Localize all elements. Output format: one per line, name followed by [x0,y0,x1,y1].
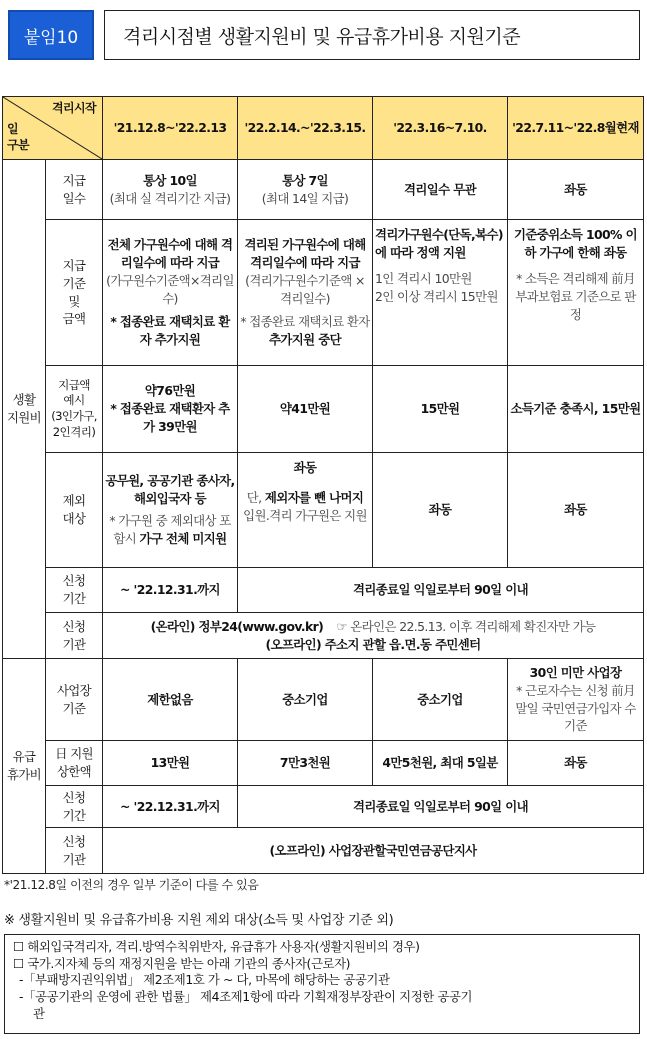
criteria-c1-formula: (가구원수기준액×격리일수) [106,272,234,306]
criteria-c3-note1: 1인 격리시 10만원 [375,270,472,286]
period-header-1: '21.12.8~'22.2.13 [103,97,238,160]
row-living-apply-period [3,568,644,613]
exclusion-line-1: ☐ 해외입국격리자, 격리.방역수칙위반자, 유급휴가 사용자(생활지원비의 경우) [13,939,420,954]
exclusion-c1 [103,453,238,568]
example-c1-main: 약76만원 [144,383,196,399]
apply-org-online-note: ☞ 온라인은 22.5.13. 이후 격리해제 확진자만 가능 [336,618,596,634]
exclusion-box [4,934,640,1034]
exclusion-c2-note-a: 단, [246,489,262,505]
row-living-apply-org [3,613,644,659]
apply-org-offline: (오프라인) 주소지 관할 읍.면.동 주민센터 [265,636,481,652]
category-living-support [3,160,46,659]
biz-c4 [508,659,644,741]
exclusion-c3: 좌동 [373,453,508,568]
exclusion-c2-note-c: 입원.격리 가구원은 지원 [243,507,367,523]
sub-label-biz: 사업장 기준 [46,659,103,741]
row-paid-apply-period [3,786,644,828]
sub-label-apply-org: 신청 기관 [46,613,103,659]
row-paid-apply-org [3,828,644,874]
days-c1 [103,160,238,220]
exclusion-line-3: -「부패방지권익위법」 제2조제1호 가 ~ 다, 마목에 해당하는 공공기관 [19,972,390,988]
limit-c3: 4만5천원, 최대 5일분 [373,741,508,786]
row-example [3,366,644,453]
exclusion-c1-note [105,512,235,548]
criteria-c1-note: * 접종완료 재택치료 환자 추가지원 [110,314,230,348]
example-c2: 약41만원 [238,366,373,453]
paid-apply-period-c1: ~ '22.12.31.까지 [103,786,238,828]
corner-cell [3,97,103,160]
sub-label-paid-apply-period: 신청 기간 [46,786,103,828]
paid-apply-org: (오프라인) 사업장관할국민연금공단지사 [103,828,644,874]
exclusion-c2-note-b: 제외자를 뺀 나머지 [264,489,364,505]
sub-label-limit: 日 지원 상한액 [46,741,103,786]
exclusion-c4: 좌동 [508,453,644,568]
exclusion-line-4: -「공공기관의 운영에 관한 법률」 제4조제1항에 따라 기획재정부장관이 지정한 공공기 [19,989,473,1005]
exclusion-c2-main: 좌동 [293,460,317,475]
sub-label-paid-apply-org: 신청 기관 [46,828,103,874]
sub-label-exclusion: 제외 대상 [46,453,103,568]
living-apply-org [103,613,644,659]
limit-c2: 7만3천원 [238,741,373,786]
sub-label-apply-period: 신청 기간 [46,568,103,613]
row-criteria [3,220,644,366]
biz-c4-note: * 근로자수는 신청 前月 말일 국민연금가입자 수 기준 [515,682,636,734]
exclusion-title: ※ 생활지원비 및 유급휴가비용 지원 제외 대상(소득 및 사업장 기준 외) [4,913,394,928]
example-c1-note: * 접종완료 재택환자 추가 39만원 [110,401,230,434]
exclusion-c1-note-b: 가구 전체 미지원 [139,530,227,546]
criteria-c2-note-b: 추가지원 중단 [269,332,341,348]
criteria-c2-note-a: * 접종완료 재택치료 환자 [240,314,370,330]
criteria-c4 [508,220,644,366]
biz-c1: 제한없음 [103,659,238,741]
category-paid-label2: 휴가비 [6,767,42,782]
example-c1 [103,366,238,453]
document-title: 격리시점별 생활지원비 및 유급휴가비용 지원기준 [104,10,640,60]
paid-apply-period-rest: 격리종료일 익일로부터 90일 이내 [238,786,644,828]
biz-c3: 중소기업 [373,659,508,741]
criteria-c2-formula: (격리가구원수기준액 ×격리일수) [245,272,365,306]
living-apply-period-c1: ~ '22.12.31.까지 [103,568,238,613]
days-c2-note: (최대 14일 지급) [261,190,349,206]
criteria-c3-note2: 2인 이상 격리시 15만원 [375,288,498,304]
row-biz-criteria [3,659,644,741]
row-payment-days [3,160,644,220]
corner-top-label: 격리시작 [52,101,96,115]
days-c1-main: 통상 10일 [143,172,197,188]
sub-label-days: 지급 일수 [46,160,103,220]
biz-c4-main: 30인 미만 사업장 [529,664,622,680]
example-c3: 15만원 [373,366,508,453]
exclusion-line-2: ☐ 국가.지자체 등의 재정지원을 받는 아래 기관의 종사자(근로자) [13,955,351,971]
exclusion-line-5: 관 [33,1005,45,1021]
category-living-label2: 지원비 [6,410,42,425]
exclusion-c2-note [240,489,370,525]
criteria-c4-main: 기준중위소득 100% 이하 가구에 한해 좌동 [514,227,637,260]
category-paid-label1: 유급 [12,749,36,765]
sub-label-criteria: 지급 기준 및 금액 [46,220,103,366]
exclusion-c1-note-a: * 가구원 중 제외대상 포함시 [109,513,231,546]
criteria-c3-main: 격리가구원수(단독,복수)에 따라 정액 지원 [375,227,503,260]
criteria-c4-note: * 소득은 격리해제 前月 부과보험료 기준으로 판정 [515,270,636,322]
biz-c2: 중소기업 [238,659,373,741]
apply-org-online: (온라인) 정부24(www.gov.kr) [150,618,324,634]
days-c2 [238,160,373,220]
period-header-3: '22.3.16~7.10. [373,97,508,160]
days-c1-note: (최대 실 격리기간 지급) [109,190,231,206]
days-c4: 좌동 [508,160,644,220]
category-living-label1: 생활 [12,392,36,408]
support-criteria-table [2,96,644,874]
days-c3: 격리일수 무관 [373,160,508,220]
criteria-c2-note [240,313,370,349]
criteria-c1-main: 전체 가구원수에 대해 격리일수에 따라 지급 [107,236,233,270]
exclusion-c2 [238,453,373,568]
days-c2-main: 통상 7일 [282,172,328,188]
corner-mid-label: 일 [7,121,18,136]
criteria-c3 [373,220,508,366]
header [8,10,640,60]
criteria-c2 [238,220,373,366]
footnote: *'21.12.8일 이전의 경우 일부 기준이 다를 수 있음 [4,878,259,892]
criteria-c1 [103,220,238,366]
limit-c4: 좌동 [508,741,644,786]
living-apply-period-rest: 격리종료일 익일로부터 90일 이내 [238,568,644,613]
corner-bottom-label [7,121,29,153]
example-c4: 소득기준 충족시, 15만원 [508,366,644,453]
sub-label-example: 지급액 예시 (3인가구, 2인격리) [46,366,103,453]
limit-c1: 13만원 [103,741,238,786]
period-header-4: '22.7.11~'22.8월현재 [508,97,644,160]
table-header-row [3,97,644,160]
criteria-c2-main: 격리된 가구원수에 대해 격리일수에 따라 지급 [244,236,366,270]
category-paid-leave [3,659,46,874]
attachment-badge: 붙임10 [8,10,94,60]
exclusion-c1-main: 공무원, 공공기관 종사자, 해외입국자 등 [105,473,235,507]
corner-bottom-text: 구분 [7,137,29,152]
row-exclusion [3,453,644,568]
row-daily-limit [3,741,644,786]
period-header-2: '22.2.14.~'22.3.15. [238,97,373,160]
